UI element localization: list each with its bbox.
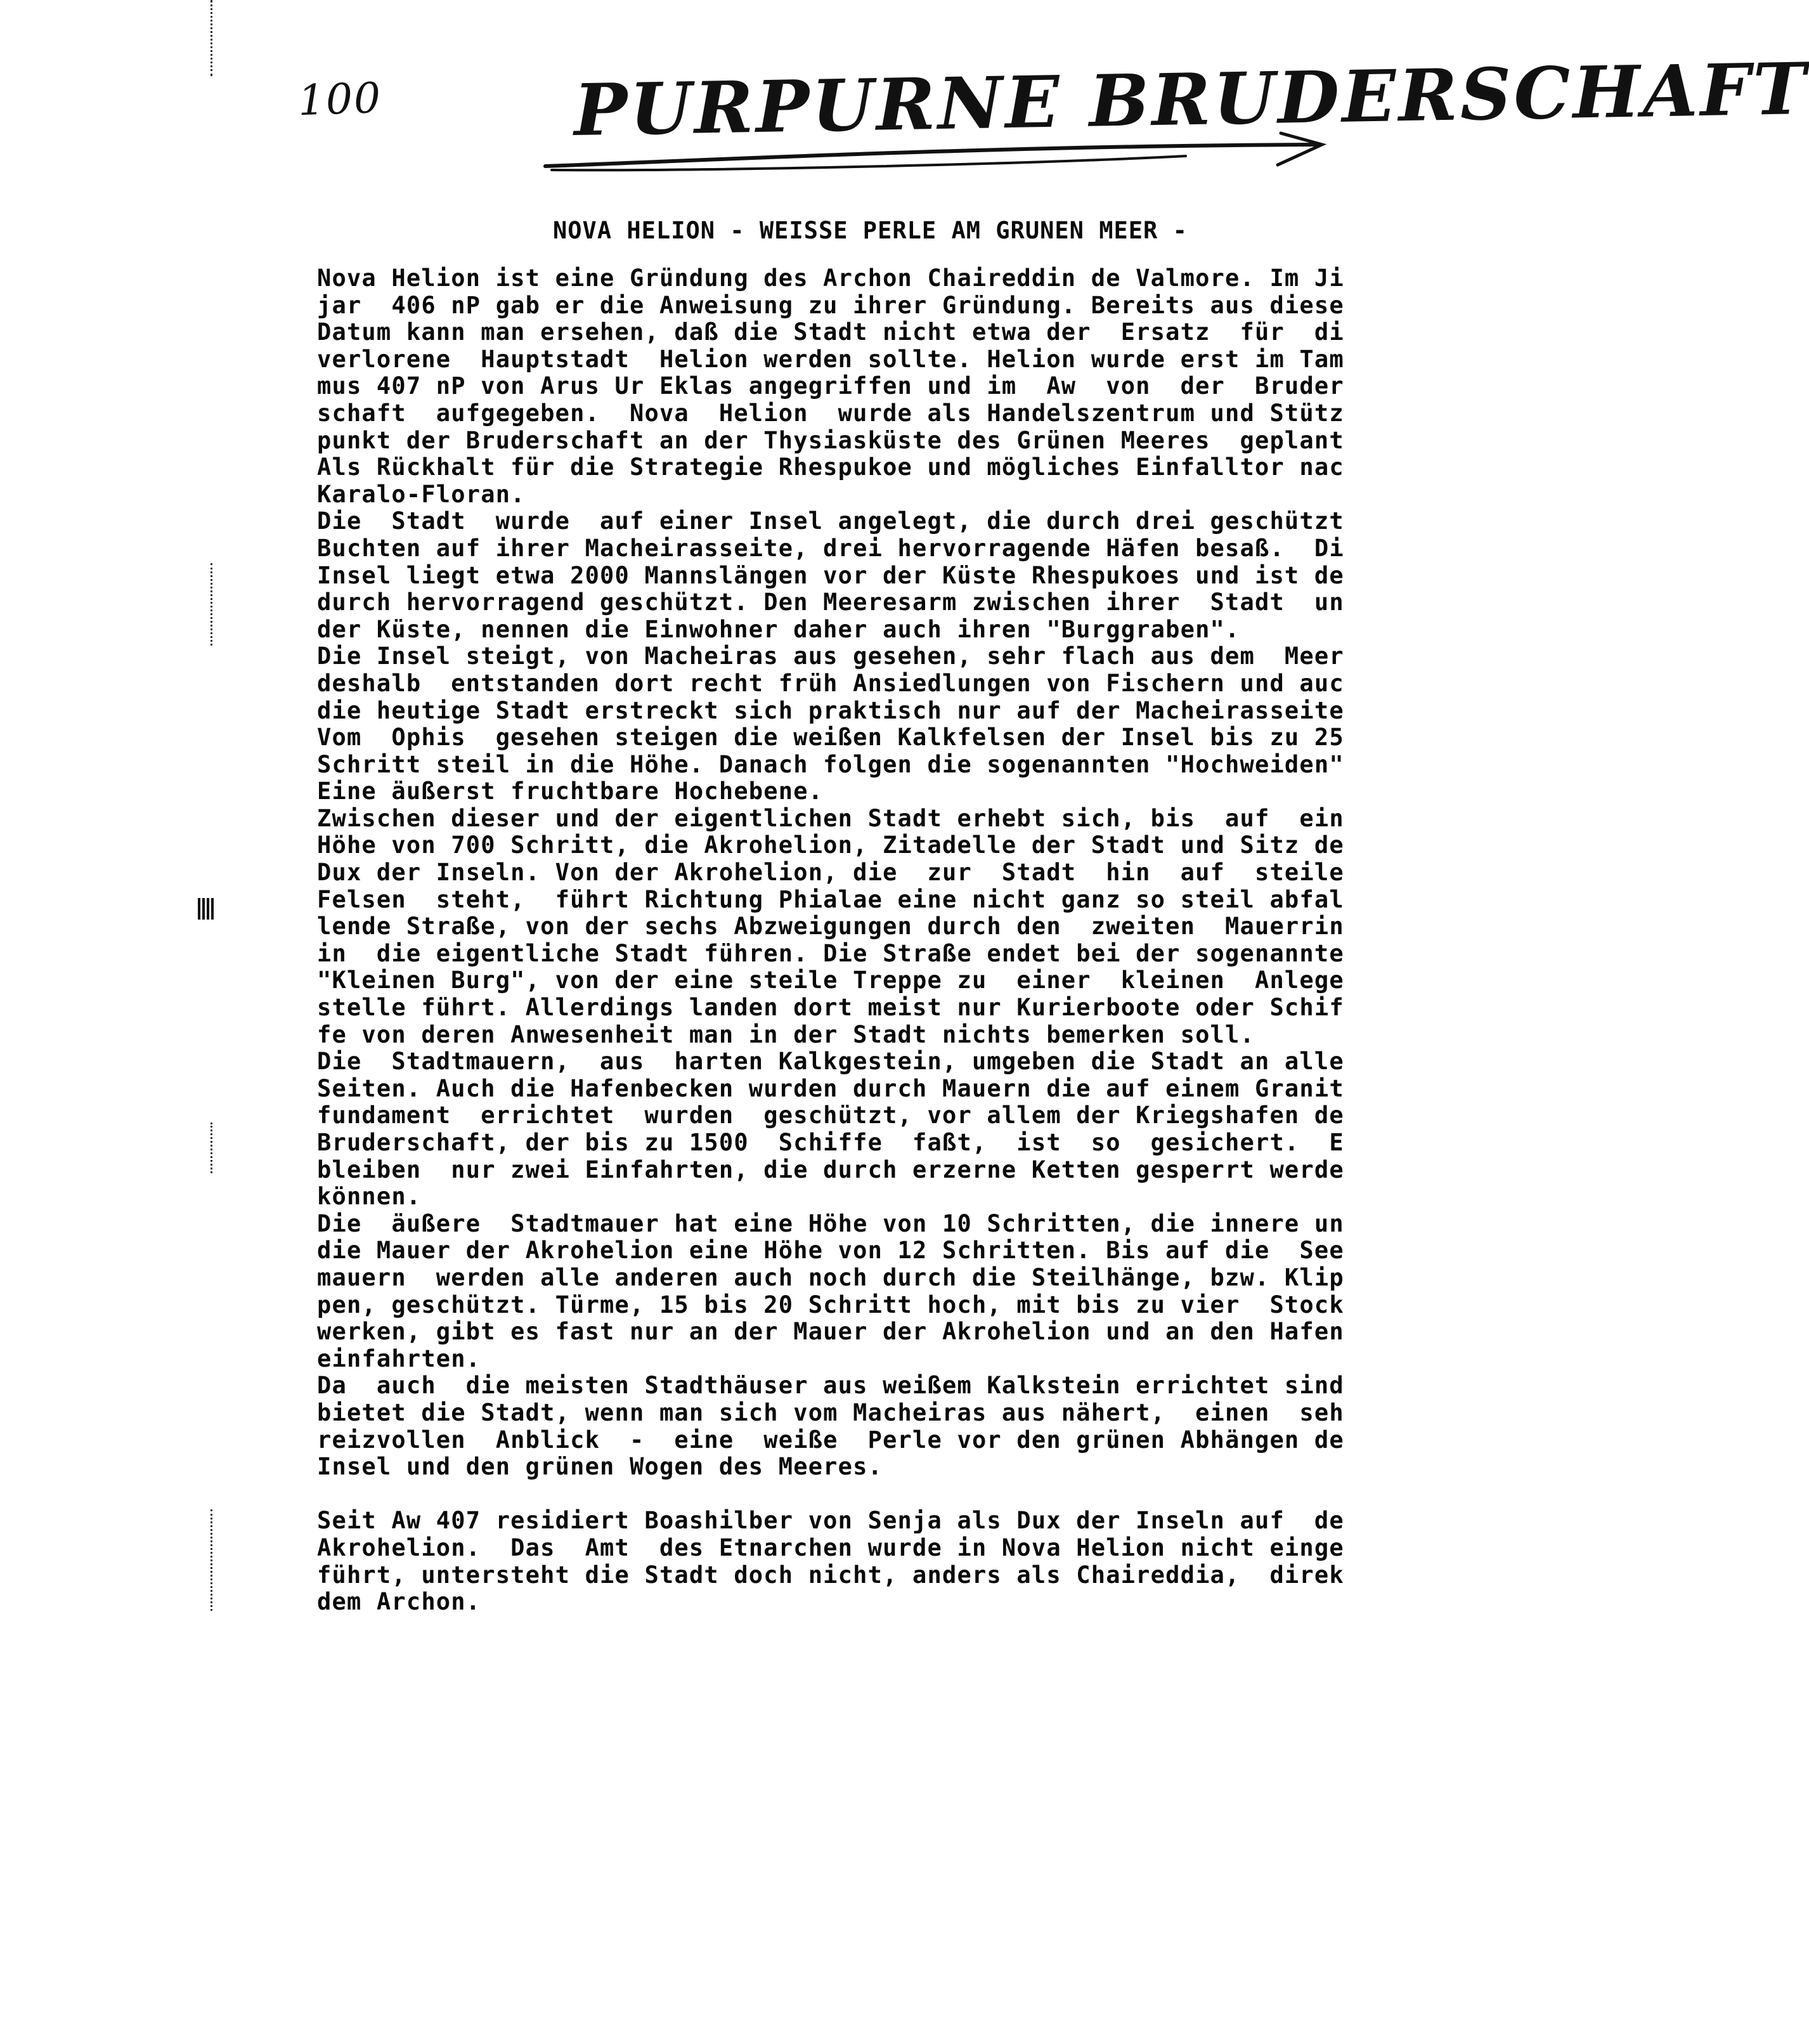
text-line: Bruderschaft, der bis zu 1500 Schiffe faßt, ist so gesichert. E — [317, 1129, 1344, 1156]
text-line: verlorene Hauptstadt Helion werden sollte. Helion wurde erst im Tam — [317, 345, 1344, 373]
text-line: Nova Helion ist eine Gründung des Archon Chaireddin de Valmore. Im Ji — [317, 264, 1344, 292]
text-line: "Kleinen Burg", von der eine steile Treppe zu einer kleinen Anlege — [317, 967, 1344, 994]
text-line: Die Stadtmauern, aus harten Kalkgestein, umgeben die Stadt an alle — [317, 1048, 1344, 1076]
text-line: in die eigentliche Stadt führen. Die Straße endet bei der sogenannte — [317, 939, 1344, 967]
text-line: Dux der Inseln. Von der Akrohelion, die zur Stadt hin auf steile — [317, 859, 1344, 887]
text-line: Höhe von 700 Schritt, die Akrohelion, Zitadelle der Stadt und Sitz de — [317, 831, 1344, 859]
scan-edge-mark — [211, 1509, 212, 1611]
text-line: Seiten. Auch die Hafenbecken wurden durch Mauern die auf einem Granit — [317, 1074, 1344, 1102]
text-line: Die Stadt wurde auf einer Insel angelegt, die durch drei geschützt — [317, 507, 1344, 535]
text-line: führt, untersteht die Stadt doch nicht, anders als Chaireddia, direk — [317, 1561, 1344, 1589]
text-line: Felsen steht, führt Richtung Phialae eine nicht ganz so steil abfal — [317, 885, 1344, 913]
text-line: bietet die Stadt, wenn man sich vom Macheiras aus nähert, einen seh — [317, 1398, 1344, 1426]
text-line: mauern werden alle anderen auch noch durch die Steilhänge, bzw. Klip — [317, 1263, 1344, 1291]
text-line: Vom Ophis gesehen steigen die weißen Kalkfelsen der Insel bis zu 25 — [317, 724, 1344, 752]
text-line — [317, 1481, 1435, 1508]
text-line: fe von deren Anwesenheit man in der Stadt nichts bemerken soll. — [317, 1020, 1255, 1048]
text-line: Insel liegt etwa 2000 Mannslängen vor der Küste Rhespukoes und ist de — [317, 561, 1344, 589]
text-line: Akrohelion. Das Amt des Etnarchen wurde in Nova Helion nicht einge — [317, 1533, 1344, 1561]
text-line: reizvollen Anblick - eine weiße Perle vor den grünen Abhängen de — [317, 1426, 1344, 1454]
text-line: Seit Aw 407 residiert Boashilber von Senja als Dux der Inseln auf de — [317, 1507, 1344, 1535]
text-line: deshalb entstanden dort recht früh Ansiedlungen von Fischern und auc — [317, 669, 1344, 697]
scan-edge-mark — [211, 0, 212, 76]
text-line: Die äußere Stadtmauer hat eine Höhe von 10 Schritten, die innere un — [317, 1209, 1344, 1237]
text-line: dem Archon. — [317, 1588, 481, 1616]
text-line: fundament errichtet wurden geschützt, vor allem der Kriegshafen de — [317, 1102, 1344, 1129]
document-body — [317, 265, 1435, 1616]
text-line: die Mauer der Akrohelion eine Höhe von 12 Schritten. Bis auf die See — [317, 1237, 1344, 1265]
handwritten-title: PURPURNE BRUDERSCHAFT — [573, 48, 1809, 152]
text-line: pen, geschützt. Türme, 15 bis 20 Schritt hoch, mit bis zu vier Stock — [317, 1291, 1344, 1318]
scan-smudge — [198, 898, 214, 920]
text-line: können. — [317, 1183, 422, 1211]
text-line: Karalo-Floran. — [317, 480, 526, 508]
text-line: Da auch die meisten Stadthäuser aus weißem Kalkstein errichtet sind — [317, 1372, 1344, 1400]
text-line: die heutige Stadt erstreckt sich praktisch nur auf der Macheirasseite — [317, 696, 1344, 724]
text-line: stelle führt. Allerdings landen dort meist nur Kurierboote oder Schif — [317, 994, 1344, 1022]
title-underline — [533, 127, 1332, 203]
text-line: Schritt steil in die Höhe. Danach folgen die sogenannten "Hochweiden" — [317, 750, 1344, 778]
text-line: lende Straße, von der sechs Abzweigungen durch den zweiten Mauerrin — [317, 913, 1344, 941]
text-line: schaft aufgegeben. Nova Helion wurde als Handelszentrum und Stütz — [317, 399, 1344, 427]
text-line: einfahrten. — [317, 1344, 481, 1372]
text-line: Die Insel steigt, von Macheiras aus gesehen, sehr flach aus dem Meer — [317, 642, 1344, 670]
handwritten-page-number: 100 — [297, 73, 383, 126]
text-line: Zwischen dieser und der eigentlichen Stadt erhebt sich, bis auf ein — [317, 804, 1344, 832]
text-line: Buchten auf ihrer Macheirasseite, drei hervorragende Häfen besaß. Di — [317, 534, 1344, 562]
text-line: Eine äußerst fruchtbare Hochebene. — [317, 778, 824, 805]
text-line: mus 407 nP von Arus Ur Eklas angegriffen und im Aw von der Bruder — [317, 372, 1344, 400]
text-line: Als Rückhalt für die Strategie Rhespukoe und mögliches Einfalltor nac — [317, 453, 1344, 481]
text-line: der Küste, nennen die Einwohner daher auch ihren "Burggraben". — [317, 615, 1240, 643]
text-line: durch hervorragend geschützt. Den Meeresarm zwischen ihrer Stadt un — [317, 589, 1344, 616]
scan-edge-mark — [211, 563, 212, 646]
text-line: Datum kann man ersehen, daß die Stadt nicht etwa der Ersatz für di — [317, 318, 1344, 346]
text-line: punkt der Bruderschaft an der Thysiasküste des Grünen Meeres geplant — [317, 426, 1344, 454]
scan-edge-mark — [211, 1123, 212, 1173]
document-title: NOVA HELION - WEISSE PERLE AM GRUNEN MEER - — [553, 217, 1188, 244]
text-line: bleiben nur zwei Einfahrten, die durch erzerne Ketten gesperrt werde — [317, 1155, 1344, 1183]
text-line: werken, gibt es fast nur an der Mauer der Akrohelion und an den Hafen — [317, 1318, 1344, 1346]
text-line: Insel und den grünen Wogen des Meeres. — [317, 1453, 883, 1481]
text-line: jar 406 nP gab er die Anweisung zu ihrer Gründung. Bereits aus diese — [317, 291, 1344, 319]
